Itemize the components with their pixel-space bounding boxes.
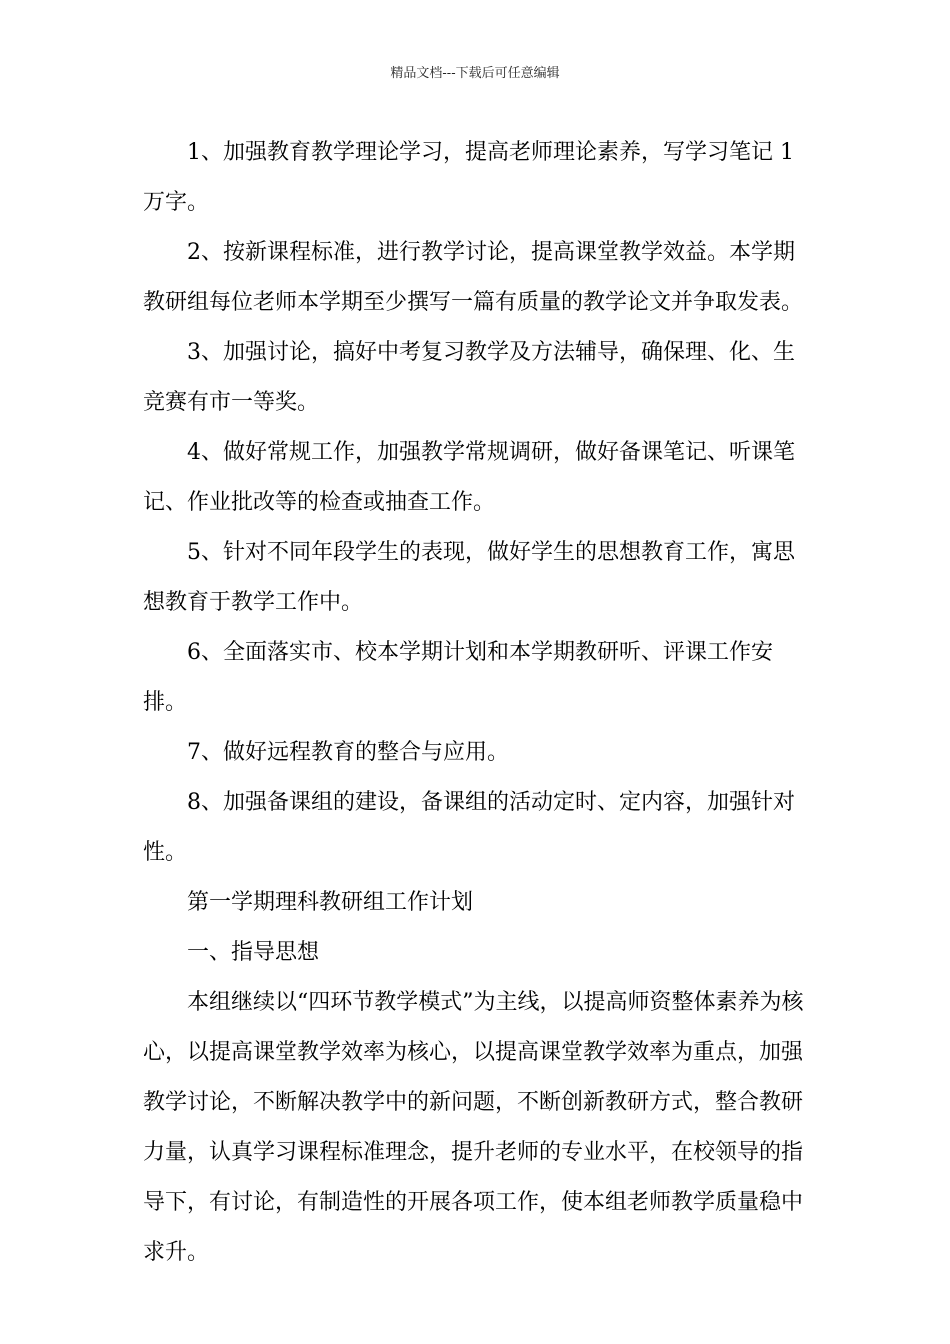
list-item-5: 5、针对不同年段学生的表现，做好学生的思想教育工作，寓思想教育于教学工作中。 [143,540,795,615]
list-item-1: 1、加强教育教学理论学习，提高老师理论素养，写学习笔记 1 万字。 [143,140,794,215]
list-item-3: 3、加强讨论，搞好中考复习教学及方法辅导，确保理、化、生竞赛有市一等奖。 [143,340,795,415]
section-title: 第一学期理科教研组工作计划 [187,890,474,915]
list-item-2: 2、按新课程标准，进行教学讨论，提高课堂教学效益。本学期教研组每位老师本学期至少撰写一篇有质量的教学论文并争取发表。 [143,240,804,315]
list-item-6: 6、全面落实市、校本学期计划和本学期教研听、评课工作安排。 [143,640,773,715]
list-item-4: 4、做好常规工作，加强教学常规调研，做好备课笔记、听课笔记、作业批改等的检查或抽查工作。 [143,440,795,515]
body-paragraph: 本组继续以“四环节教学模式”为主线，以提高师资整体素养为核心，以提高课堂教学效率为核心，以提高课堂教学效率为重点，加强教学讨论，不断解决教学中的新问题，不断创新教研方式，整合教研力量，认真学习课程标准理念，提升老师的专业水平，在校领导的指导下，有讨论，有制造性的开展各项工作，使本组老师教学质量稳中求升。 [143,990,804,1265]
document-body [143,128,811,1278]
section-heading: 一、指导思想 [187,940,320,965]
page-header: 精品文档---下载后可任意编辑 [390,66,560,81]
list-item-7: 7、做好远程教育的整合与应用。 [187,740,509,765]
list-item-8: 8、加强备课组的建设，备课组的活动定时、定内容，加强针对性。 [143,790,795,865]
